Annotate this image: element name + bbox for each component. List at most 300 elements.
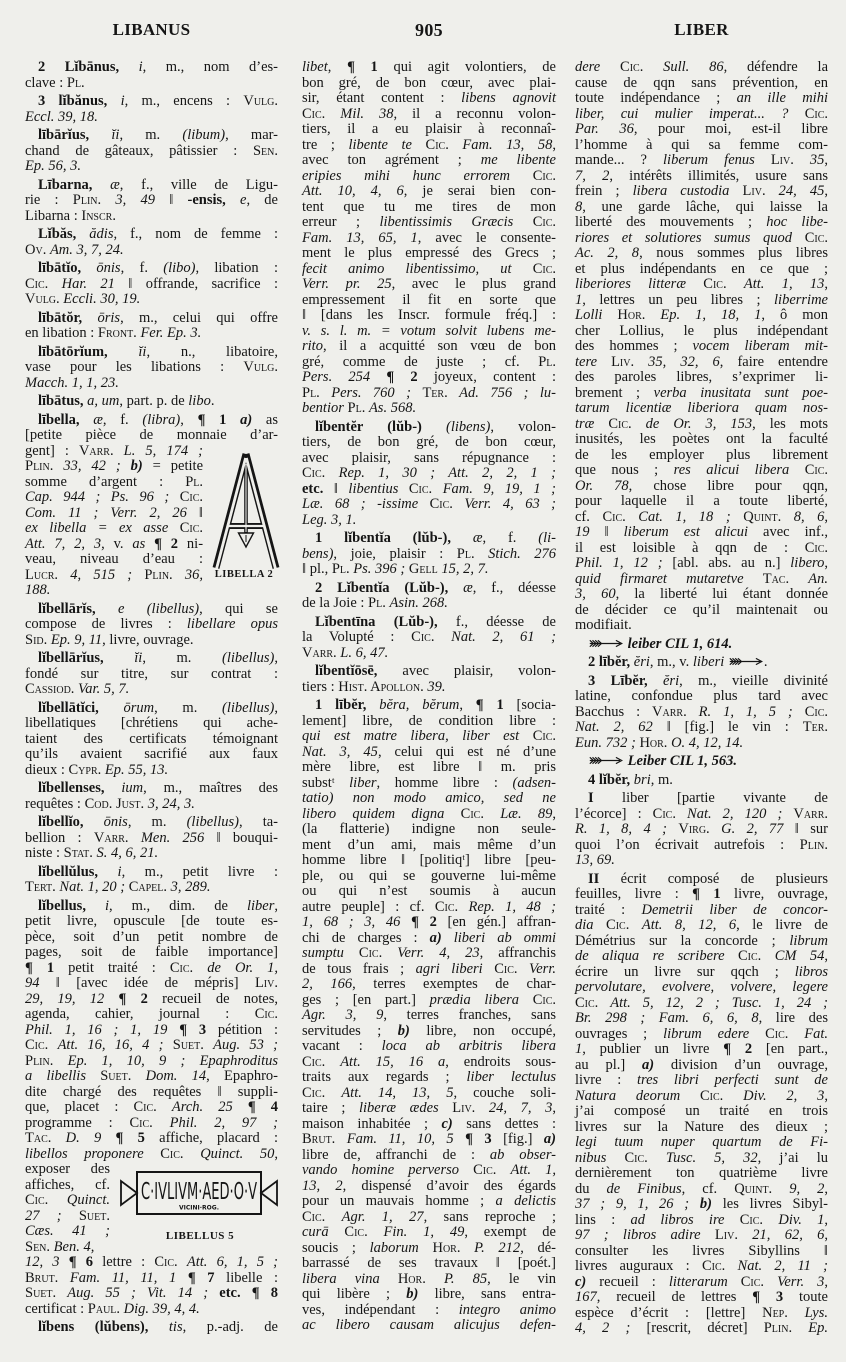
italic-text: æ: [93, 411, 103, 428]
dictionary-entry: [25, 865, 278, 896]
author-abbreviation: Cic.: [532, 728, 556, 744]
text: mère libre, est libre ‖ m. pris: [302, 759, 556, 775]
text: , j’ai lu: [757, 1149, 829, 1166]
text: ,: [552, 1100, 556, 1116]
author-abbreviation: Paul.: [87, 1300, 124, 1317]
dictionary-line: [25, 490, 203, 506]
dictionary-line: [575, 215, 828, 231]
italic-text: (libens): [446, 418, 491, 435]
dictionary-entry: [575, 674, 828, 752]
text: , faire entendre: [719, 353, 828, 370]
right-handle-shape: [261, 1181, 277, 1205]
dictionary-line: [575, 655, 828, 671]
headword: 2 Lĭbentĭa (Lŭb-),: [315, 579, 464, 596]
text: de la Joie :: [302, 595, 369, 611]
dictionary-line: [575, 689, 828, 705]
italic-text: Var. 5, 7.: [78, 681, 130, 697]
author-abbreviation: Liv.: [254, 975, 278, 991]
dictionary-line: [302, 531, 556, 547]
dictionary-line: [25, 961, 278, 977]
dictionary-line: [575, 1042, 828, 1058]
dictionary-line: [25, 1302, 278, 1318]
italic-text: libet: [302, 59, 328, 75]
dictionary-line: [302, 1194, 556, 1210]
text: , part. p. de: [119, 393, 189, 409]
italic-text: P. 85: [443, 1270, 488, 1287]
column-1: [25, 60, 278, 1336]
author-abbreviation: Varr.: [793, 805, 829, 822]
italic-text: liber: [349, 774, 377, 791]
dictionary-line: [25, 899, 278, 915]
italic-text: libente te: [348, 136, 426, 153]
text: quoi l’on écrivait autrefois :: [575, 836, 800, 853]
italic-text: Phil. 1, 16 ; 1, 19: [25, 1021, 168, 1038]
author-abbreviation: Capel.: [128, 879, 171, 895]
italic-text: R. 1, 8, 4 ;: [575, 821, 679, 837]
dictionary-line: [575, 494, 828, 510]
dictionary-line: [302, 1287, 556, 1303]
text: [en gén.] affran-: [436, 914, 556, 930]
dictionary-line: [302, 200, 556, 216]
italic-text: qui est matre libera, liber est: [302, 728, 533, 744]
author-abbreviation: Plin.: [144, 566, 185, 583]
dictionary-line: [25, 781, 278, 797]
italic-text: 8, 6: [793, 508, 825, 525]
text: [petite pièce de monnaie d’ar-: [25, 427, 278, 443]
text: , exempt de: [464, 1224, 556, 1240]
dictionary-line: [575, 153, 828, 169]
headword: lĭbentĕr (lŭb-): [315, 418, 447, 435]
headword: lĭbens (lŭbens),: [38, 1319, 169, 1335]
headword: 3 lĭbănus,: [38, 93, 121, 109]
dictionary-entry: [302, 615, 556, 662]
text: ment le plus empressé des Grecs ;: [302, 245, 556, 261]
author-abbreviation: Pl.: [538, 353, 556, 370]
bold-text: ¶ 7: [187, 1269, 215, 1286]
italic-text: i: [104, 897, 109, 914]
bold-italic-text: b): [130, 458, 143, 474]
text: empressement il fit en sorte que: [302, 291, 556, 308]
italic-text: libero quidem digna: [302, 805, 461, 822]
italic-text: Fam. 11, 11, 1: [69, 1269, 177, 1286]
italic-text: ōnis: [96, 260, 121, 276]
text: veau, niveau d’eau :: [25, 551, 203, 567]
author-abbreviation: Cic.: [804, 105, 828, 122]
text: ,: [824, 276, 829, 292]
feathered-arrow-icon: [728, 657, 764, 666]
dictionary-line: [25, 311, 278, 327]
author-abbreviation: Varr.: [78, 442, 124, 459]
author-abbreviation: Varr.: [302, 644, 341, 661]
italic-text: a, um: [87, 393, 120, 409]
dictionary-line: [25, 914, 278, 930]
text: , m., vieille divinité: [679, 672, 828, 689]
dictionary-line: [302, 547, 556, 563]
column-3: [575, 60, 828, 1337]
italic-text: tres libri perfecti sunt de: [636, 1072, 828, 1088]
italic-text: Nat. 2, 62: [575, 719, 653, 735]
dictionary-line: [25, 261, 278, 277]
bold-text: ¶ 1: [692, 886, 721, 902]
text: somme d’argent :: [25, 473, 186, 490]
text: , dispensé d’avoir des égards: [342, 1177, 556, 1194]
text: substᵗ: [302, 774, 350, 791]
italic-text: Fin. 1, 49: [383, 1224, 465, 1240]
dictionary-entry: [25, 781, 278, 812]
dictionary-line: [25, 682, 278, 698]
author-abbreviation: Gell: [408, 561, 442, 577]
dictionary-line: [575, 169, 828, 185]
dictionary-line: [25, 568, 203, 584]
text: consulter les livres Sibyllins ‖: [575, 1242, 828, 1259]
italic-text: Or. 78: [575, 477, 629, 494]
dictionary-line: [25, 1271, 278, 1287]
continued-entry: [575, 60, 828, 634]
dictionary-line: [302, 401, 556, 417]
dictionary-line: [25, 1038, 278, 1054]
italic-text: Agr. 1, 27: [341, 1208, 424, 1225]
author-abbreviation: Tac.: [25, 1130, 66, 1146]
text: , le livre de: [736, 917, 828, 933]
bold-text: ¶ 2: [411, 914, 437, 930]
author-abbreviation: Cic.: [129, 1114, 170, 1131]
inscription-subtext: VICINI·ROG.: [179, 1204, 219, 1212]
bold-italic-text: b): [699, 1196, 712, 1212]
dictionary-line: [25, 1193, 110, 1209]
text: as: [252, 411, 278, 428]
italic-text: 8: [575, 198, 583, 215]
author-abbreviation: Hor.: [639, 734, 672, 751]
author-abbreviation: Cic.: [608, 415, 646, 432]
dictionary-line: [575, 754, 828, 770]
dictionary-entry: [25, 1320, 278, 1336]
italic-text: prædia libera: [429, 991, 533, 1008]
dictionary-line: [302, 581, 556, 597]
text: Libarna :: [25, 207, 82, 224]
italic-text: Nat. 2, 11 ;: [737, 1258, 829, 1274]
text: , m.: [127, 814, 187, 830]
text: , terres exemptes de char-: [352, 976, 557, 992]
text: du: [575, 1180, 607, 1197]
text: , ô mon: [761, 307, 828, 323]
dictionary-line: [575, 1073, 828, 1089]
italic-text: Cat. 1, 18 ;: [638, 508, 744, 525]
bold-text: ¶ 2: [723, 1041, 753, 1057]
italic-text: eripies mihi hunc errorem: [302, 167, 533, 184]
dictionary-line: [25, 930, 278, 946]
text: [176, 1270, 188, 1286]
text: [fig.]: [491, 1131, 544, 1147]
dictionary-line: [25, 144, 278, 160]
author-abbreviation: Plin.: [799, 836, 828, 853]
dictionary-line: [302, 1008, 556, 1024]
italic-text: ĕri: [662, 672, 680, 689]
italic-text: loca ab arbitris libera: [381, 1038, 556, 1054]
dictionary-line: [575, 1089, 828, 1105]
dictionary-line: [575, 603, 828, 619]
text: , les mots: [752, 415, 829, 432]
dictionary-line: [302, 915, 556, 931]
italic-text: Eun. 732 ;: [575, 734, 640, 751]
italic-text: (libellus): [186, 814, 239, 830]
text: , f., ville de Ligu-: [119, 176, 278, 193]
dictionary-entry: [575, 773, 828, 789]
dictionary-line: [302, 184, 556, 200]
dictionary-line: [575, 556, 828, 572]
italic-text: Men. 256: [140, 829, 205, 846]
italic-text: legi tuum nuper quartum de Fi-: [575, 1134, 828, 1150]
author-abbreviation: Hor.: [432, 1239, 475, 1256]
dictionary-line: [25, 292, 278, 308]
italic-text: vando homine perverso: [302, 1162, 474, 1178]
dictionary-line: [302, 466, 556, 482]
headword: 1 lĭbentĭa (lŭb-),: [315, 530, 473, 546]
italic-text: ac libero causam alicujus defen-: [302, 1317, 556, 1333]
text: Bacchus :: [575, 703, 653, 720]
text: chand de gâteaux, pâtissier :: [25, 142, 253, 159]
dictionary-line: [302, 962, 556, 978]
headword: 2 Lĭbānus,: [38, 59, 139, 75]
italic-text: Ep. 56, 3.: [25, 158, 81, 174]
headword: lĭbellŭlus,: [38, 863, 118, 880]
dictionary-line: [25, 1240, 110, 1256]
italic-text: libellos proponere: [25, 1145, 161, 1162]
italic-text: R. 1, 1, 5 ;: [698, 703, 805, 720]
text: que nous ;: [575, 462, 674, 478]
text: Démétrius sur la concorde ;: [575, 932, 790, 949]
text: , celui qui est né d’une: [377, 743, 557, 760]
text: [167, 1022, 179, 1038]
author-abbreviation: Cic.: [179, 520, 203, 536]
italic-text: ădis: [89, 226, 114, 242]
author-abbreviation: Sen.: [252, 142, 278, 159]
dictionary-line: [302, 853, 556, 869]
dictionary-line: [575, 980, 828, 996]
dictionary-line: [302, 822, 556, 838]
author-abbreviation: Ov.: [25, 241, 50, 258]
text: , volon-: [490, 418, 556, 435]
text: lettre :: [93, 1254, 155, 1270]
dictionary-entry: [25, 602, 278, 649]
dictionary-line: [575, 934, 828, 950]
italic-text: librum: [789, 932, 828, 949]
dictionary-line: [575, 91, 828, 107]
dictionary-line: [302, 596, 556, 612]
dictionary-line: [25, 326, 278, 342]
italic-text: Ep. 9, 11: [50, 631, 103, 648]
author-abbreviation: Liv.: [770, 152, 810, 168]
author-abbreviation: Cic.: [532, 260, 556, 277]
text: ves, indépendant :: [302, 1301, 459, 1318]
italic-text: ōris: [97, 309, 121, 326]
dictionary-line: [25, 716, 278, 732]
author-abbreviation: Plin.: [763, 1320, 809, 1336]
dictionary-line: [575, 1259, 828, 1275]
italic-text: Att. 7, 2, 3: [25, 535, 102, 552]
author-abbreviation: Front.: [97, 325, 141, 341]
dictionary-line: [25, 159, 278, 175]
dictionary-entry: [302, 698, 556, 1334]
italic-text: As. 568.: [368, 400, 417, 416]
dictionary-line: [302, 482, 556, 498]
dictionary-entry: [302, 531, 556, 578]
text: recueil de notes,: [147, 990, 278, 1007]
dictionary-line: [302, 615, 556, 631]
italic-text: Att. 1, 13: [743, 276, 825, 292]
text: , m.: [142, 650, 223, 666]
dictionary-line: [575, 1306, 828, 1322]
left-handle-shape: [121, 1181, 137, 1205]
text: ,: [274, 1145, 279, 1162]
dictionary-entry: [25, 899, 278, 1318]
text: exposer des: [25, 1161, 110, 1177]
author-abbreviation: Cic.: [25, 1037, 58, 1053]
text: erreur ;: [302, 214, 380, 230]
dictionary-line: [575, 107, 828, 123]
text: livres sur la Nature des dieux ;: [575, 1118, 828, 1135]
bold-text: ¶ 1: [197, 411, 241, 428]
text: des paroles libres, s’exprimer li-: [575, 369, 828, 385]
headword: I: [588, 790, 594, 806]
text: que, placet :: [25, 1099, 134, 1115]
text: et plus indépendants en ce que ;: [575, 260, 828, 277]
dictionary-line: [302, 745, 556, 761]
dictionary-line: [302, 107, 556, 123]
dictionary-line: [25, 583, 278, 599]
author-abbreviation: Suet.: [78, 1207, 110, 1224]
continued-entry: [302, 60, 556, 417]
bold-italic-text: a): [240, 411, 253, 428]
text: ,: [552, 136, 556, 153]
text: libelle :: [214, 1269, 279, 1286]
author-abbreviation: Cic.: [411, 629, 452, 645]
dictionary-line: [25, 227, 278, 243]
author-abbreviation: Cic.: [302, 1208, 342, 1225]
italic-text: libentius: [348, 480, 409, 497]
dictionary-line: [25, 602, 278, 618]
author-abbreviation: Cassiod.: [25, 681, 79, 697]
headword: lībātŏr,: [38, 309, 98, 326]
author-abbreviation: Cic.: [460, 805, 501, 822]
author-abbreviation: Cic.: [302, 465, 339, 481]
italic-text: Pers. 254: [302, 369, 371, 385]
italic-text: Quinct. 50: [200, 1145, 275, 1162]
dictionary-line: [25, 94, 278, 110]
text: , Epaphro-: [206, 1068, 278, 1084]
italic-text: æ: [463, 579, 473, 596]
dictionary-line: [302, 630, 556, 646]
italic-text: ĕri: [633, 654, 650, 670]
text: [124, 601, 146, 617]
italic-text: an ille mihi: [736, 90, 828, 106]
italic-text: Eccli. 30, 19.: [63, 291, 141, 307]
text: , la liberté lui étant donnée: [615, 586, 829, 602]
dictionary-line: [25, 1178, 110, 1194]
dictionary-line: [575, 1228, 828, 1244]
italic-text: Ben. 4,: [53, 1238, 95, 1255]
italic-text: (li-: [538, 530, 556, 546]
italic-text: 12, 3: [25, 1254, 60, 1270]
author-abbreviation: Ter.: [802, 719, 829, 735]
bold-text: ¶ 3: [465, 1131, 492, 1147]
italic-text: Rep. 1, 48 ;: [468, 898, 557, 915]
italic-text: liber: [246, 897, 275, 914]
text: affiche, placard :: [144, 1130, 278, 1146]
dictionary-line: [575, 246, 828, 262]
italic-text: bentior: [302, 400, 348, 416]
dictionary-line: [575, 965, 828, 981]
author-abbreviation: Cic.: [358, 945, 398, 961]
italic-text: Mil. 38: [340, 105, 394, 122]
text: chi de charges :: [302, 929, 430, 946]
italic-text: Par. 36: [575, 121, 634, 137]
italic-text: sumptu: [302, 945, 359, 961]
dictionary-line: [25, 1054, 278, 1070]
italic-text: Ps. 396 ;: [353, 561, 409, 577]
author-abbreviation: Vulg.: [243, 93, 278, 109]
author-abbreviation: Inscr.: [81, 207, 116, 224]
italic-text: Div. 2, 3: [743, 1087, 825, 1104]
italic-text: liberiores litteræ: [575, 276, 704, 292]
text: latine, confondue plus tard avec: [575, 688, 828, 704]
dictionary-line: [302, 215, 556, 231]
text: de décider ce qu’il maintenait ou: [575, 601, 828, 618]
author-abbreviation: Suet.: [172, 1037, 214, 1053]
dictionary-line: [575, 277, 828, 293]
text: dernièrement ton quatrième livre: [575, 1165, 828, 1181]
text: f., déesse de: [455, 613, 556, 630]
italic-text: i: [120, 93, 125, 109]
dictionary-line: [575, 370, 828, 386]
italic-text: træ: [575, 415, 609, 432]
author-abbreviation: Cic.: [25, 275, 62, 292]
italic-text: Leg. 3, 1.: [302, 511, 357, 528]
dictionary-line: [575, 996, 828, 1012]
text: pour laquelle il a toute liberté,: [575, 493, 828, 509]
italic-text: bĕra, bĕrum: [379, 697, 460, 713]
dictionary-line: [302, 1256, 556, 1272]
text: , joie, plaisir :: [333, 545, 457, 562]
dictionary-line: [575, 705, 828, 721]
text: , affranchis: [479, 945, 557, 961]
column-2: [302, 60, 556, 1334]
text: ‖ bouqui-: [204, 829, 278, 846]
italic-text: 35, 32, 6: [648, 353, 720, 370]
author-abbreviation: Cod. Just.: [84, 795, 148, 812]
italic-text: a libellis: [25, 1068, 101, 1084]
headword: 3 Lībĕr,: [588, 672, 663, 689]
dictionary-entry: [25, 178, 278, 225]
dictionary-line: [302, 1303, 556, 1319]
dictionary-line: [302, 1070, 556, 1086]
author-abbreviation: Vulg.: [25, 291, 64, 307]
dictionary-line: [575, 1166, 828, 1182]
text: ,: [274, 650, 278, 666]
text: espèce d’écrit : [lettre]: [575, 1304, 763, 1321]
text: ,: [552, 805, 556, 822]
text: frein ;: [575, 183, 633, 199]
dictionary-line: [302, 169, 556, 185]
inscription-text: C·IVLIVM·AED·O·V: [141, 1179, 258, 1205]
italic-text: Nat. 2, 61 ;: [451, 629, 557, 645]
dictionary-entry: [25, 701, 278, 779]
bold-italic-text: a): [543, 1131, 556, 1147]
author-abbreviation: Cic.: [804, 539, 828, 556]
author-abbreviation: Cic.: [700, 1087, 744, 1104]
dictionary-line: [575, 262, 828, 278]
dictionary-line: [25, 60, 278, 76]
italic-text: Att. 1,: [510, 1162, 557, 1178]
